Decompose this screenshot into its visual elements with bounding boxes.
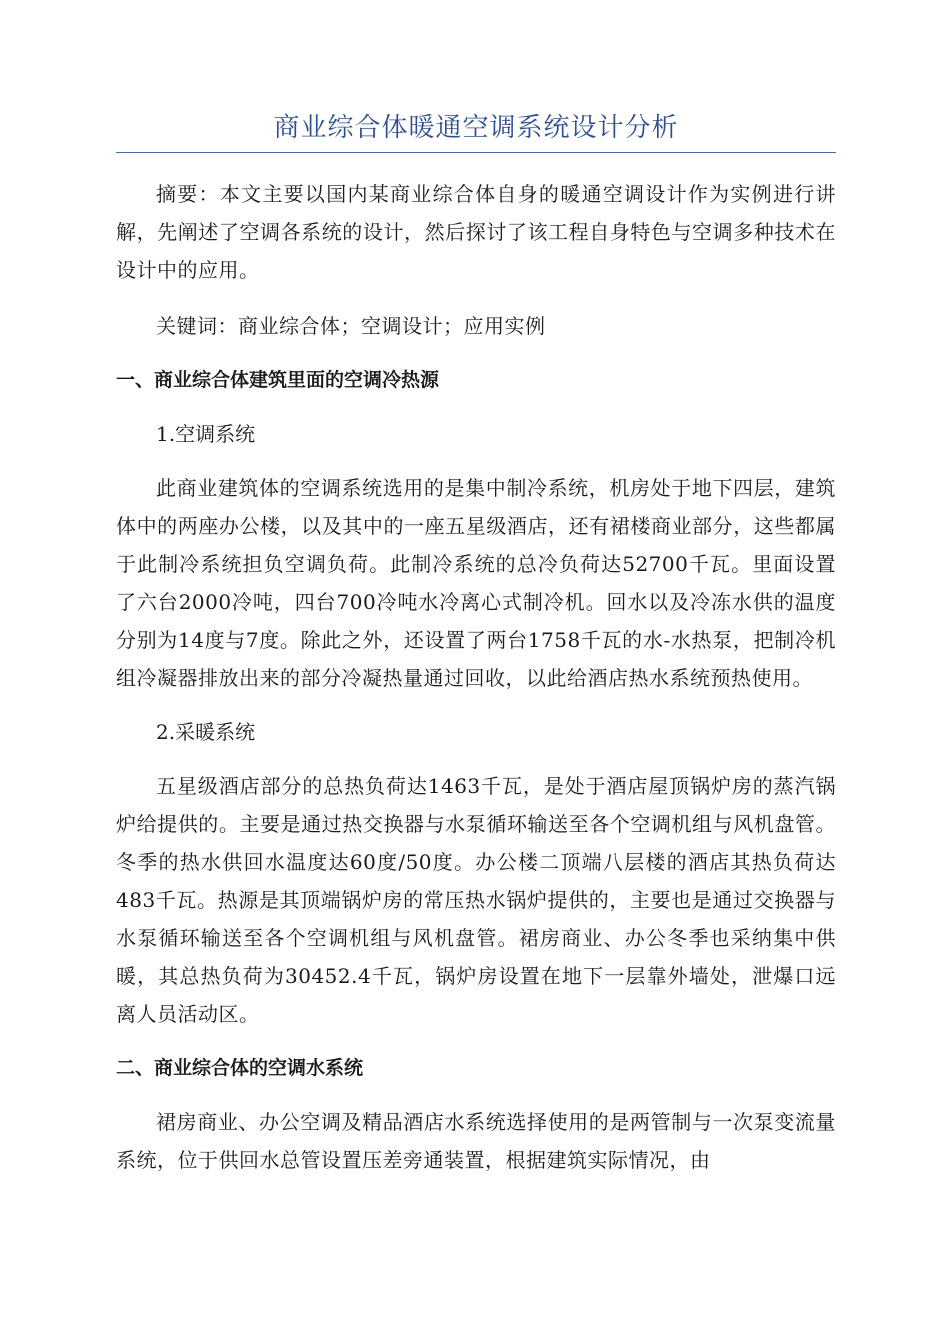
section-heading-1: 一、商业综合体建筑里面的空调冷热源: [116, 369, 440, 391]
subsection-heading-1-1: 1.空调系统: [156, 422, 256, 446]
subsection-heading-1-2: 2.采暖系统: [156, 720, 256, 744]
body-paragraph-1-1: 此商业建筑体的空调系统选用的是集中制冷系统，机房处于地下四层，建筑体中的两座办公楼，以及其中的一座五星级酒店，还有裙楼商业部分，这些都属于此制冷系统担负空调负荷。此制冷系统的总冷负荷达52700千瓦。里面设置了六台2000冷吨，四台700冷吨水冷离心式制冷机。回水以及冷冻水供的温度分别为14度与7度。除此之外，还设置了两台1758千瓦的水-水热泵，把制冷机组冷凝器排放出来的部分冷凝热量通过回收，以此给酒店热水系统预热使用。: [116, 476, 836, 690]
keywords-line: 关键词：商业综合体；空调设计；应用实例: [156, 314, 546, 338]
document-title: 商业综合体暖通空调系统设计分析: [273, 113, 679, 143]
body-paragraph-1-2: 五星级酒店部分的总热负荷达1463千瓦，是处于酒店屋顶锅炉房的蒸汽锅炉给提供的。主要是通过热交换器与水泵循环输送至各个空调机组与风机盘管。冬季的热水供回水温度达60度/50度。办公楼二顶端八层楼的酒店其热负荷达483千瓦。热源是其顶端锅炉房的常压热水锅炉提供的，主要也是通过交换器与水泵循环输送至各个空调机组与风机盘管。裙房商业、办公冬季也采纳集中供暖，其总热负荷为30452.4千瓦，锅炉房设置在地下一层靠外墙处，泄爆口远离人员活动区。: [116, 774, 836, 1026]
abstract-paragraph: 摘要：本文主要以国内某商业综合体自身的暖通空调设计作为实例进行讲解，先阐述了空调各系统的设计，然后探讨了该工程自身特色与空调多种技术在设计中的应用。: [116, 182, 836, 282]
document-page: [116, 110, 836, 1179]
title-block: [116, 110, 836, 153]
body-paragraph-2: 裙房商业、办公空调及精品酒店水系统选择使用的是两管制与一次泵变流量系统，位于供回水总管设置压差旁通装置，根据建筑实际情况，由: [116, 1110, 836, 1172]
section-heading-2: 二、商业综合体的空调水系统: [116, 1057, 364, 1079]
